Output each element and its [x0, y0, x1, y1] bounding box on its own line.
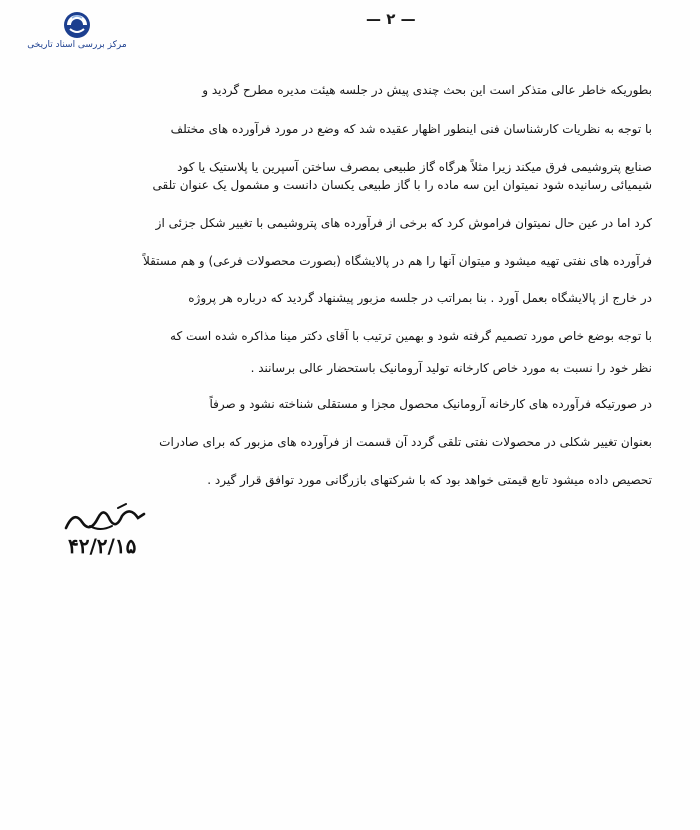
- text-line: با توجه به نظریات کارشناسان فنی اینطور اظهار عقیده شد که وضع در مورد فرآورده های مختلف: [170, 122, 652, 136]
- text-line: در خارج از پالایشگاه بعمل آورد . بنا بمراتب در جلسه مزبور پیشنهاد گردید که درباره هر پروژه: [188, 291, 652, 305]
- logo-caption: مرکز بررسی اسناد تاریخی: [27, 40, 127, 50]
- text-line: بعنوان تغییر شکلی در محصولات نفتی تلقی گردد آن قسمت از فرآورده های مزبور که برای صادرات: [159, 435, 652, 449]
- text-line: نظر خود را نسبت به مورد خاص کارخانه تولید آرومانیک باستحضار عالی برسانند .: [250, 361, 652, 375]
- text-line: فرآورده های نفتی تهیه میشود و میتوان آنها را هم در پالایشگاه (بصورت محصولات فرعی) و هم مستقلاً: [142, 254, 652, 268]
- text-line: شیمیائی رسانیده شود نمیتوان این سه ماده را با گاز طبیعی یکسان دانست و مشمول یک عنوان تلقی: [152, 178, 652, 192]
- page-number: — ۲ —: [366, 10, 416, 28]
- text-line: صنایع پتروشیمی فرق میکند زیرا مثلاً هرگاه گاز طبیعی بمصرف ساختن آسپرین یا پلاستیک یا کود: [177, 160, 652, 174]
- archive-emblem-icon: [58, 10, 96, 40]
- signature-date: ۴۲/۲/۱۵: [68, 534, 137, 558]
- text-line: در صورتیکه فرآورده های کارخانه آرومانیک محصول مجزا و مستقلی شناخته نشود و صرفاً: [209, 397, 652, 411]
- text-line: بطوریکه خاطر عالی متذکر است این بحث چندی پیش در جلسه هیئت مدیره مطرح گردید و: [202, 83, 652, 97]
- signature-block: [60, 500, 210, 580]
- text-line: تحصیص داده میشود تابع قیمتی خواهد بود که با شرکتهای بازرگانی مورد توافق قرار گیرد .: [207, 473, 652, 487]
- archive-logo: [22, 10, 132, 58]
- text-line: کرد اما در عین حال نمیتوان فراموش کرد که برخی از فرآورده های پتروشیمی با تغییر شکل جزئی از: [155, 216, 652, 230]
- text-line: با توجه بوضع خاص مورد تصمیم گرفته شود و بهمین ترتیب با آقای دکتر مینا مذاکره شده است که: [170, 329, 652, 343]
